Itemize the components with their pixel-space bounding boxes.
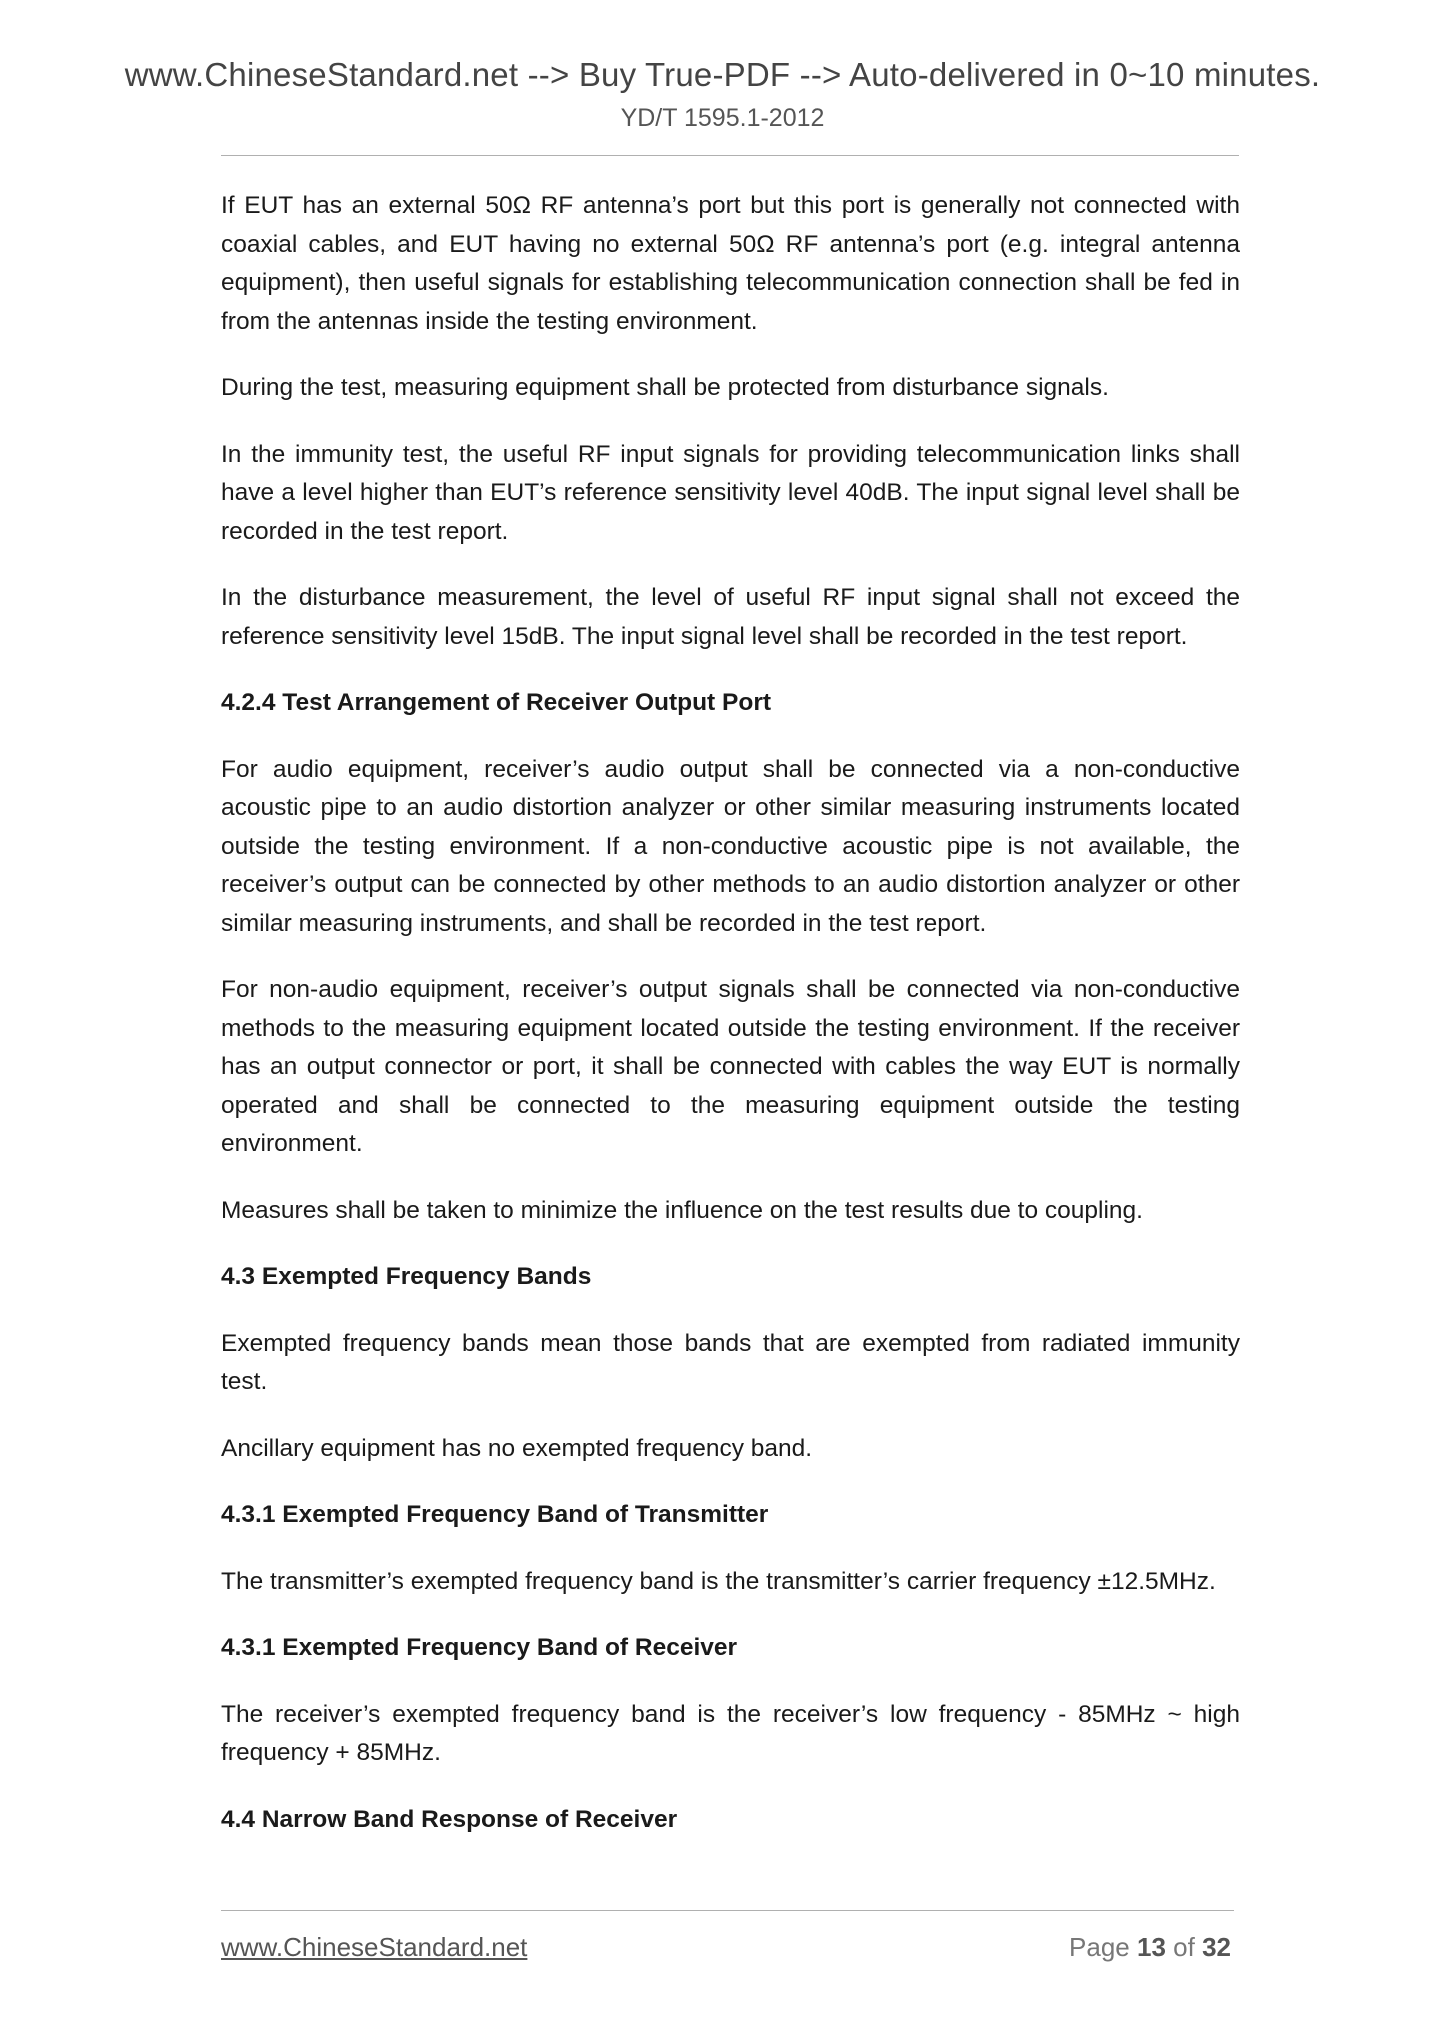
section-heading-4-3: 4.3 Exempted Frequency Bands	[221, 1263, 592, 1290]
paragraph-exempted-definition: Exempted frequency bands mean those bands that are exempted from radiated immunity test.	[221, 1329, 1240, 1395]
paragraph-disturbance-measurement: In the disturbance measurement, the level of useful RF input signal shall not exceed the reference sensitivity level 15dB. The input signal level shall be recorded in the test report.	[221, 584, 1240, 650]
document-code: YD/T 1595.1-2012	[620, 104, 825, 132]
paragraph-ancillary: Ancillary equipment has no exempted frequency band.	[221, 1434, 813, 1462]
paragraph-protection: During the test, measuring equipment shall be protected from disturbance signals.	[221, 374, 1109, 401]
page-label: Page	[1069, 1932, 1130, 1962]
header-divider	[221, 155, 1239, 156]
paragraph-transmitter-band: The transmitter’s exempted frequency band is the transmitter’s carrier frequency ±12.5MHz.	[221, 1567, 1216, 1595]
section-heading-4-4: 4.4 Narrow Band Response of Receiver	[221, 1805, 678, 1833]
paragraph-coupling: Measures shall be taken to minimize the influence on the test results due to coupling.	[221, 1196, 1143, 1224]
page-body	[221, 187, 1240, 1867]
header-banner: www.ChineseStandard.net --> Buy True-PDF --> Auto-delivered in 0~10 minutes.	[124, 56, 1321, 93]
paragraph-non-audio-equipment: For non-audio equipment, receiver’s output signals shall be connected via non-conductive methods to the measuring equipment located outside the testing environment. If the receiver has an output connector or port, it shall be connected with cables the way EUT is normally operated and shall be connected to the measuring equipment outside the testing environment.	[221, 976, 1240, 1157]
section-heading-4-3-1-receiver: 4.3.1 Exempted Frequency Band of Receiver	[221, 1634, 738, 1661]
page-of-label: of	[1173, 1932, 1195, 1962]
total-pages: 32	[1202, 1932, 1231, 1962]
section-heading-4-3-1-transmitter: 4.3.1 Exempted Frequency Band of Transmitter	[221, 1501, 769, 1528]
paragraph-receiver-band: The receiver’s exempted frequency band is the receiver’s low frequency - 85MHz ~ high frequency + 85MHz.	[221, 1700, 1240, 1766]
page-number	[1069, 1932, 1231, 1963]
current-page: 13	[1137, 1932, 1166, 1962]
paragraph-external-port: If EUT has an external 50Ω RF antenna’s port but this port is generally not connected with coaxial cables, and EUT having no external 50Ω RF antenna’s port (e.g. integral antenna equipment), then useful signals for establishing telecommunication connection shall be fed in from the antennas inside the testing environment.	[221, 192, 1240, 335]
footer-website-link[interactable]: www.ChineseStandard.net	[221, 1932, 528, 1962]
footer-divider	[221, 1910, 1234, 1911]
section-heading-4-2-4: 4.2.4 Test Arrangement of Receiver Output Port	[221, 689, 772, 716]
paragraph-audio-equipment: For audio equipment, receiver’s audio output shall be connected via a non-conductive acoustic pipe to an audio distortion analyzer or other similar measuring instruments located outside the testing environment. If a non-conductive acoustic pipe is not available, the receiver’s output can be connected by other methods to an audio distortion analyzer or other similar measuring instruments, and shall be recorded in the test report.	[221, 755, 1240, 937]
paragraph-immunity-test: In the immunity test, the useful RF input signals for providing telecommunication links shall have a level higher than EUT’s reference sensitivity level 40dB. The input signal level shall be recorded in the test report.	[221, 440, 1240, 545]
